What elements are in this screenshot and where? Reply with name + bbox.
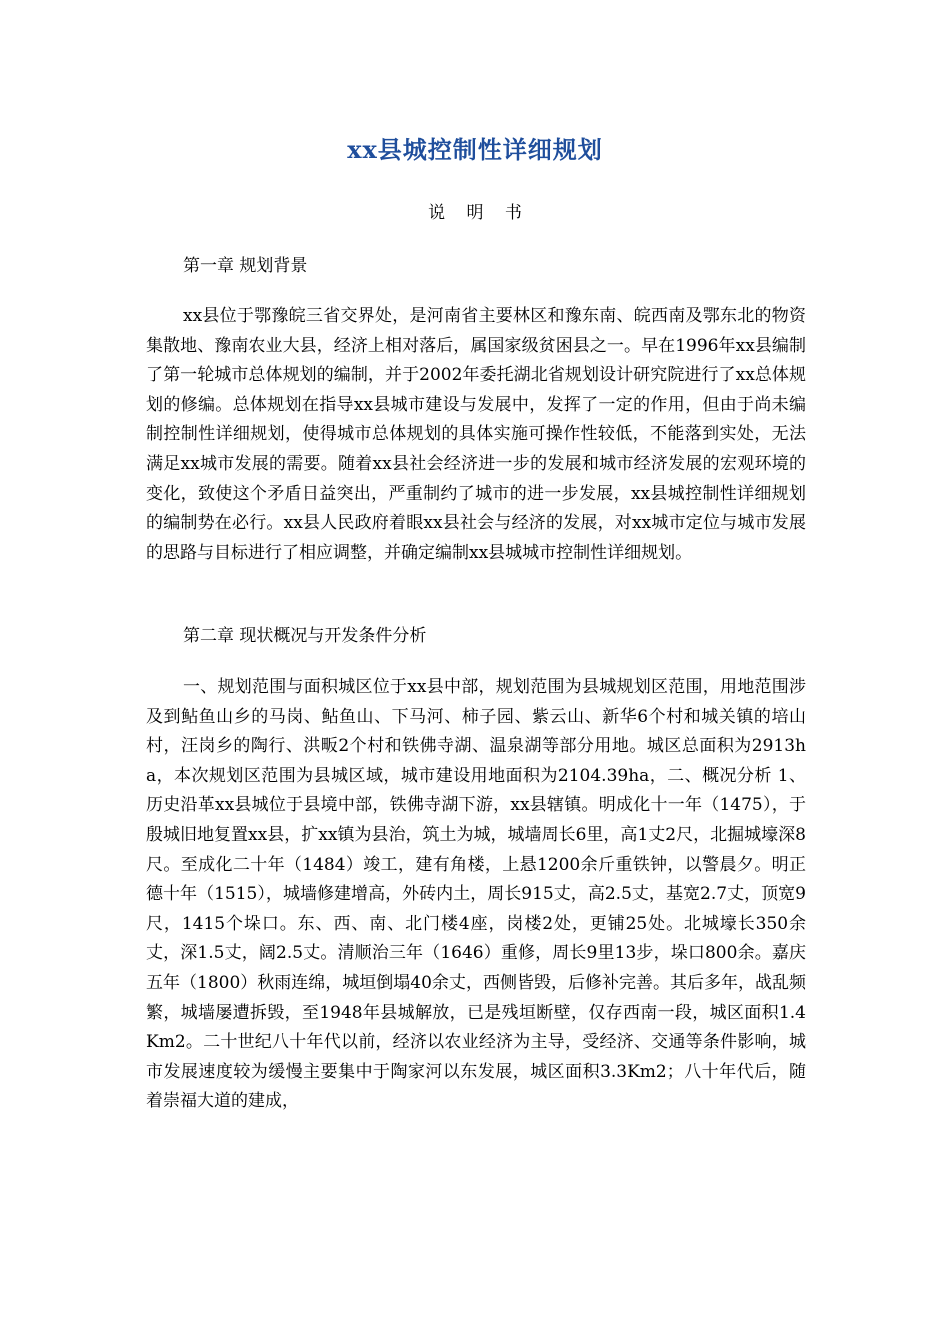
chapter-1-heading: 第一章 规划背景 bbox=[183, 256, 308, 276]
chapter-2-paragraph: 一、规划范围与面积城区位于xx县中部，规划范围为县城规划区范围，用地范围涉及到鲇鱼山乡的马岗、鲇鱼山、下马河、柿子园、紫云山、新华6个村和城关镇的培山村，汪岗乡的陶行、洪畈2个村和铁佛寺湖、温泉湖等部分用地。城区总面积为2913ha，本次规划区范围为县城区域，城市建设用地面积为2104.39ha，二、概况分析 1、历史沿革xx县城位于县境中部，铁佛寺湖下游，xx县辖镇。明成化十一年（1475），于殷城旧地复置xx县，扩xx镇为县治，筑土为城，城墙周长6里，高1丈2尺，北掘城壕深8尺。至成化二十年（1484）竣工，建有角楼，上悬1200余斤重铁钟，以警晨夕。明正德十年（1515），城墙修建增高，外砖内土，周长915丈，高2.5丈，基宽2.7丈，顶宽9尺，1415个垛口。东、西、南、北门楼4座，岗楼2处，更铺25处。北城壕长350余丈，深1.5丈，阔2.5丈。清顺治三年（1646）重修，周长9里13步，垛口800余。嘉庆五年（1800）秋雨连绵，城垣倒塌40余丈，西侧皆毁，后修补完善。其后多年，战乱频繁，城墙屡遭拆毁，至1948年县城解放，已是残垣断壁，仅存西南一段，城区面积1.4Km2。二十世纪八十年代以前，经济以农业经济为主导，受经济、交通等条件影响，城市发展速度较为缓慢主要集中于陶家河以东发展，城区面积3.3Km2；八十年代后，随着崇福大道的建成， bbox=[146, 677, 806, 1112]
document-title: xx县城控制性详细规划 bbox=[347, 135, 603, 164]
chapter-2-heading: 第二章 现状概况与开发条件分析 bbox=[183, 626, 427, 646]
document-subtitle: 说 明 书 bbox=[428, 203, 530, 223]
chapter-1-paragraph: xx县位于鄂豫皖三省交界处，是河南省主要林区和豫东南、皖西南及鄂东北的物资集散地、豫南农业大县，经济上相对落后，属国家级贫困县之一。早在1996年xx县编制了第一轮城市总体规划的编制，并于2002年委托湖北省规划设计研究院进行了xx总体规划的修编。总体规划在指导xx县城市建设与发展中，发挥了一定的作用，但由于尚未编制控制性详细规划，使得城市总体规划的具体实施可操作性较低，不能落到实处，无法满足xx城市发展的需要。随着xx县社会经济进一步的发展和城市经济发展的宏观环境的变化，致使这个矛盾日益突出，严重制约了城市的进一步发展，xx县城控制性详细规划的编制势在必行。xx县人民政府着眼xx县社会与经济的发展，对xx城市定位与城市发展的思路与目标进行了相应调整，并确定编制xx县城城市控制性详细规划。 bbox=[146, 306, 806, 563]
